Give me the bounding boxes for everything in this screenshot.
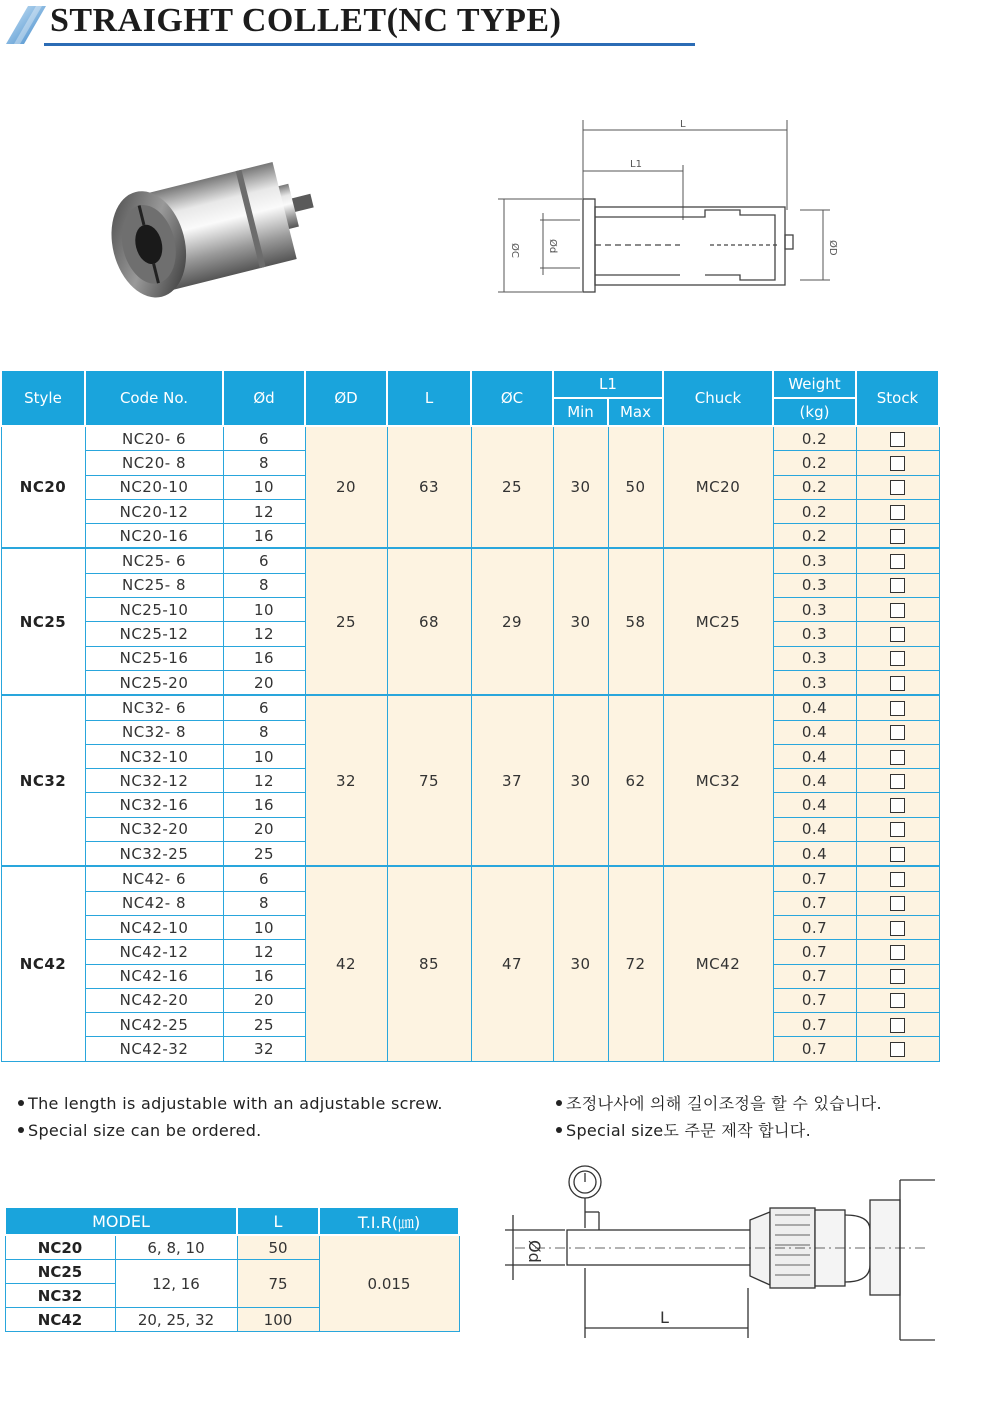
stock-checkbox[interactable] [890, 627, 905, 642]
cell-d: 25 [223, 1013, 305, 1037]
cell-max: 50 [608, 426, 663, 548]
cell-stock [856, 915, 939, 939]
cell-d: 20 [223, 988, 305, 1012]
cell-stock [856, 548, 939, 573]
dim-label-L: L [680, 119, 686, 130]
cell-code: NC25-12 [85, 622, 223, 646]
cell-code: NC42-32 [85, 1037, 223, 1061]
title-slash-icon [6, 6, 46, 44]
cell-d: 10 [223, 915, 305, 939]
cell-code: NC42-25 [85, 1013, 223, 1037]
stock-checkbox[interactable] [890, 993, 905, 1008]
stock-checkbox[interactable] [890, 921, 905, 936]
cell-code: NC42-12 [85, 940, 223, 964]
note-item: Special size도 주문 제작 합니다. [556, 1117, 882, 1144]
cell-weight: 0.4 [773, 695, 856, 720]
cell-L: 68 [387, 548, 471, 695]
cell-style: NC42 [1, 866, 85, 1061]
col-header-C: ØC [471, 370, 553, 426]
cell-code: NC20- 8 [85, 451, 223, 475]
cell-D: 20 [305, 426, 387, 548]
cell-stock [856, 891, 939, 915]
cell-code: NC25- 8 [85, 573, 223, 597]
cell-max: 62 [608, 695, 663, 866]
cell-d: 12 [223, 769, 305, 793]
bullet-icon [556, 1127, 562, 1133]
cell-d: 16 [223, 964, 305, 988]
cell-d: 6 [223, 548, 305, 573]
cell-code: NC42- 6 [85, 866, 223, 891]
page-title: STRAIGHT COLLET(NC TYPE) [50, 2, 562, 39]
cell-weight: 0.7 [773, 964, 856, 988]
stock-checkbox[interactable] [890, 896, 905, 911]
cell-chuck: MC20 [663, 426, 773, 548]
tir-table [4, 1206, 460, 1332]
page-header [0, 0, 695, 48]
cell-weight: 0.4 [773, 769, 856, 793]
cell-weight: 0.3 [773, 670, 856, 695]
collet-spec-table [0, 369, 940, 1062]
cell-style: NC20 [1, 426, 85, 548]
cell-code: NC32-20 [85, 817, 223, 841]
cell-stock [856, 475, 939, 499]
cell-d: 8 [223, 573, 305, 597]
stock-checkbox[interactable] [890, 578, 905, 593]
cell-weight: 0.4 [773, 817, 856, 841]
tir-header-model: MODEL [5, 1207, 237, 1235]
cell-D: 32 [305, 695, 387, 866]
stock-checkbox[interactable] [890, 456, 905, 471]
cell-code: NC20-12 [85, 499, 223, 523]
stock-checkbox[interactable] [890, 822, 905, 837]
cell-stock [856, 426, 939, 451]
cell-d: 10 [223, 475, 305, 499]
table-row [1, 426, 939, 451]
bullet-icon [18, 1127, 24, 1133]
stock-checkbox[interactable] [890, 701, 905, 716]
tir-row [5, 1235, 459, 1260]
notes-korean [556, 1090, 882, 1144]
cell-d: 10 [223, 598, 305, 622]
collet-dimension-drawing [490, 115, 850, 305]
note-item: The length is adjustable with an adjustable screw. [18, 1090, 443, 1117]
cell-chuck: MC25 [663, 548, 773, 695]
cell-stock [856, 793, 939, 817]
cell-max: 72 [608, 866, 663, 1061]
cell-d: 25 [223, 842, 305, 867]
cell-stock [856, 646, 939, 670]
stock-checkbox[interactable] [890, 432, 905, 447]
cell-stock [856, 1013, 939, 1037]
stock-checkbox[interactable] [890, 676, 905, 691]
tir-measurement-drawing [495, 1160, 945, 1350]
tir-sizes: 12, 16 [115, 1260, 237, 1308]
cell-d: 6 [223, 695, 305, 720]
cell-d: 12 [223, 622, 305, 646]
cell-stock [856, 720, 939, 744]
cell-code: NC32-10 [85, 744, 223, 768]
tir-sizes: 6, 8, 10 [115, 1235, 237, 1260]
col-header-max: Max [608, 398, 663, 426]
cell-code: NC20- 6 [85, 426, 223, 451]
cell-stock [856, 695, 939, 720]
cell-weight: 0.2 [773, 475, 856, 499]
cell-weight: 0.7 [773, 988, 856, 1012]
stock-checkbox[interactable] [890, 1042, 905, 1057]
tir-model: NC20 [5, 1235, 115, 1260]
cell-min: 30 [553, 426, 608, 548]
col-header-d: Ød [223, 370, 305, 426]
cell-code: NC42- 8 [85, 891, 223, 915]
cell-C: 29 [471, 548, 553, 695]
cell-code: NC42-16 [85, 964, 223, 988]
tir-dim-label-Od: Ød [525, 1240, 544, 1263]
stock-checkbox[interactable] [890, 480, 905, 495]
stock-checkbox[interactable] [890, 774, 905, 789]
tir-L: 75 [237, 1260, 319, 1308]
tir-value: 0.015 [319, 1235, 459, 1332]
cell-weight: 0.2 [773, 451, 856, 475]
cell-stock [856, 451, 939, 475]
cell-d: 8 [223, 451, 305, 475]
tir-sizes: 20, 25, 32 [115, 1308, 237, 1332]
table-row [1, 866, 939, 891]
cell-min: 30 [553, 695, 608, 866]
stock-checkbox[interactable] [890, 505, 905, 520]
table-row [1, 695, 939, 720]
cell-weight: 0.4 [773, 744, 856, 768]
cell-weight: 0.3 [773, 622, 856, 646]
cell-max: 58 [608, 548, 663, 695]
cell-d: 16 [223, 524, 305, 549]
cell-L: 75 [387, 695, 471, 866]
tir-header-L: L [237, 1207, 319, 1235]
cell-weight: 0.7 [773, 915, 856, 939]
tir-model: NC32 [5, 1284, 115, 1308]
cell-stock [856, 817, 939, 841]
stock-checkbox[interactable] [890, 529, 905, 544]
cell-weight: 0.7 [773, 1013, 856, 1037]
cell-stock [856, 769, 939, 793]
col-header-L1: L1 [553, 370, 663, 398]
cell-style: NC32 [1, 695, 85, 866]
cell-style: NC25 [1, 548, 85, 695]
dim-label-OD: ØD [827, 240, 838, 256]
cell-d: 10 [223, 744, 305, 768]
col-header-style: Style [1, 370, 85, 426]
col-header-D: ØD [305, 370, 387, 426]
tir-L: 100 [237, 1308, 319, 1332]
cell-stock [856, 499, 939, 523]
cell-weight: 0.3 [773, 548, 856, 573]
cell-chuck: MC42 [663, 866, 773, 1061]
col-header-L: L [387, 370, 471, 426]
cell-stock [856, 744, 939, 768]
tir-model: NC42 [5, 1308, 115, 1332]
cell-code: NC25-10 [85, 598, 223, 622]
cell-code: NC42-20 [85, 988, 223, 1012]
note-item: Special size can be ordered. [18, 1117, 443, 1144]
cell-weight: 0.2 [773, 426, 856, 451]
cell-min: 30 [553, 548, 608, 695]
cell-d: 12 [223, 499, 305, 523]
cell-d: 8 [223, 720, 305, 744]
stock-checkbox[interactable] [890, 1018, 905, 1033]
stock-checkbox[interactable] [890, 945, 905, 960]
cell-code: NC32- 8 [85, 720, 223, 744]
cell-chuck: MC32 [663, 695, 773, 866]
stock-checkbox[interactable] [890, 847, 905, 862]
cell-code: NC32-25 [85, 842, 223, 867]
stock-checkbox[interactable] [890, 750, 905, 765]
cell-d: 6 [223, 426, 305, 451]
tir-dim-label-L: L [660, 1308, 669, 1327]
cell-weight: 0.4 [773, 793, 856, 817]
stock-checkbox[interactable] [890, 603, 905, 618]
tir-header-tir: T.I.R(㎛) [319, 1207, 459, 1235]
table-row [1, 548, 939, 573]
dim-label-L1: L1 [630, 159, 642, 170]
cell-L: 85 [387, 866, 471, 1061]
cell-code: NC32-16 [85, 793, 223, 817]
cell-code: NC32-12 [85, 769, 223, 793]
cell-code: NC25-20 [85, 670, 223, 695]
cell-weight: 0.2 [773, 524, 856, 549]
cell-C: 47 [471, 866, 553, 1061]
notes-english [18, 1090, 443, 1144]
cell-code: NC20-10 [85, 475, 223, 499]
col-header-weight-unit: (kg) [773, 398, 856, 426]
cell-weight: 0.7 [773, 940, 856, 964]
stock-checkbox[interactable] [890, 969, 905, 984]
cell-weight: 0.7 [773, 891, 856, 915]
cell-code: NC32- 6 [85, 695, 223, 720]
cell-stock [856, 670, 939, 695]
cell-stock [856, 988, 939, 1012]
cell-d: 8 [223, 891, 305, 915]
tir-model: NC25 [5, 1260, 115, 1284]
dim-label-OC: ØC [509, 243, 520, 258]
stock-checkbox[interactable] [890, 725, 905, 740]
note-item: 조정나사에 의해 길이조정을 할 수 있습니다. [556, 1090, 882, 1117]
cell-weight: 0.7 [773, 1037, 856, 1061]
bullet-icon [18, 1100, 24, 1106]
cell-d: 32 [223, 1037, 305, 1061]
cell-weight: 0.7 [773, 866, 856, 891]
cell-code: NC42-10 [85, 915, 223, 939]
cell-C: 25 [471, 426, 553, 548]
cell-D: 25 [305, 548, 387, 695]
col-header-code: Code No. [85, 370, 223, 426]
collet-photo [100, 148, 330, 318]
cell-d: 16 [223, 793, 305, 817]
cell-weight: 0.3 [773, 646, 856, 670]
cell-weight: 0.4 [773, 842, 856, 867]
col-header-min: Min [553, 398, 608, 426]
cell-stock [856, 940, 939, 964]
cell-weight: 0.3 [773, 598, 856, 622]
stock-checkbox[interactable] [890, 554, 905, 569]
cell-C: 37 [471, 695, 553, 866]
col-header-chuck: Chuck [663, 370, 773, 426]
cell-d: 12 [223, 940, 305, 964]
cell-code: NC25-16 [85, 646, 223, 670]
stock-checkbox[interactable] [890, 872, 905, 887]
cell-code: NC20-16 [85, 524, 223, 549]
cell-stock [856, 866, 939, 891]
cell-d: 6 [223, 866, 305, 891]
title-underline [44, 43, 695, 46]
cell-stock [856, 524, 939, 549]
cell-code: NC25- 6 [85, 548, 223, 573]
cell-weight: 0.2 [773, 499, 856, 523]
cell-stock [856, 842, 939, 867]
cell-stock [856, 622, 939, 646]
cell-d: 20 [223, 817, 305, 841]
cell-stock [856, 964, 939, 988]
cell-min: 30 [553, 866, 608, 1061]
col-header-weight: Weight [773, 370, 856, 398]
cell-d: 16 [223, 646, 305, 670]
stock-checkbox[interactable] [890, 798, 905, 813]
tir-L: 50 [237, 1235, 319, 1260]
cell-weight: 0.4 [773, 720, 856, 744]
cell-L: 63 [387, 426, 471, 548]
cell-stock [856, 573, 939, 597]
bullet-icon [556, 1100, 562, 1106]
stock-checkbox[interactable] [890, 651, 905, 666]
dim-label-Od: Ød [547, 239, 558, 254]
cell-stock [856, 598, 939, 622]
col-header-stock: Stock [856, 370, 939, 426]
cell-stock [856, 1037, 939, 1061]
cell-d: 20 [223, 670, 305, 695]
cell-D: 42 [305, 866, 387, 1061]
cell-weight: 0.3 [773, 573, 856, 597]
